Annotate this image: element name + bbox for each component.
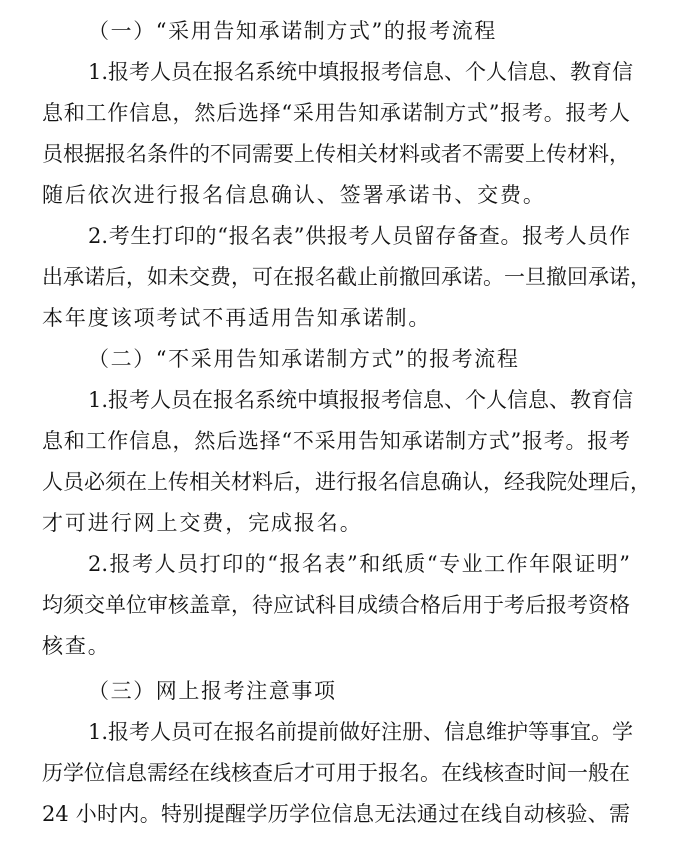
paragraph-line: 才可进行网上交费，完成报名。 [42,511,363,535]
paragraph-line: 历学位信息需经在线核查后才可用于报名。在线核查时间一般在 [42,761,630,785]
paragraph-line: 1.报考人员可在报名前提前做好注册、信息维护等事宜。学 [88,720,634,744]
paragraph-line: 随后依次进行报名信息确认、签署承诺书、交费。 [42,183,546,207]
paragraph-line: 24 小时内。特别提醒学历学位信息无法通过在线自动核验、需 [42,802,630,826]
paragraph-line: 1.报考人员在报名系统中填报报考信息、个人信息、教育信 [88,388,634,412]
paragraph-line: 本年度该项考试不再适用告知承诺制。 [42,306,432,330]
paragraph-line: 人员必须在上传相关材料后，进行报名信息确认，经我院处理后， [42,470,651,494]
paragraph-line: 均须交单位审核盖章，待应试科目成绩合格后用于考后报考资格 [42,593,630,617]
paragraph-line: 息和工作信息，然后选择“不采用告知承诺制方式”报考。报考 [42,429,630,453]
section-heading-2: （二）“不采用告知承诺制方式”的报考流程 [88,347,520,371]
paragraph-line: 核查。 [42,634,111,658]
paragraph-line: 1.报考人员在报名系统中填报报考信息、个人信息、教育信 [88,60,634,84]
paragraph-line: 2.考生打印的“报名表”供报考人员留存备查。报考人员作 [88,224,630,248]
section-heading-1: （一）“采用告知承诺制方式”的报考流程 [88,19,497,43]
paragraph-line: 2.报考人员打印的“报名表”和纸质“专业工作年限证明” [88,552,630,576]
paragraph-line: 息和工作信息，然后选择“采用告知承诺制方式”报考。报考人 [42,101,630,125]
section-heading-3: （三）网上报考注意事项 [88,679,337,703]
paragraph-line: 出承诺后，如未交费，可在报名截止前撤回承诺。一旦撤回承诺， [42,265,651,289]
paragraph-line: 员根据报名条件的不同需要上传相关材料或者不需要上传材料， [42,142,630,166]
